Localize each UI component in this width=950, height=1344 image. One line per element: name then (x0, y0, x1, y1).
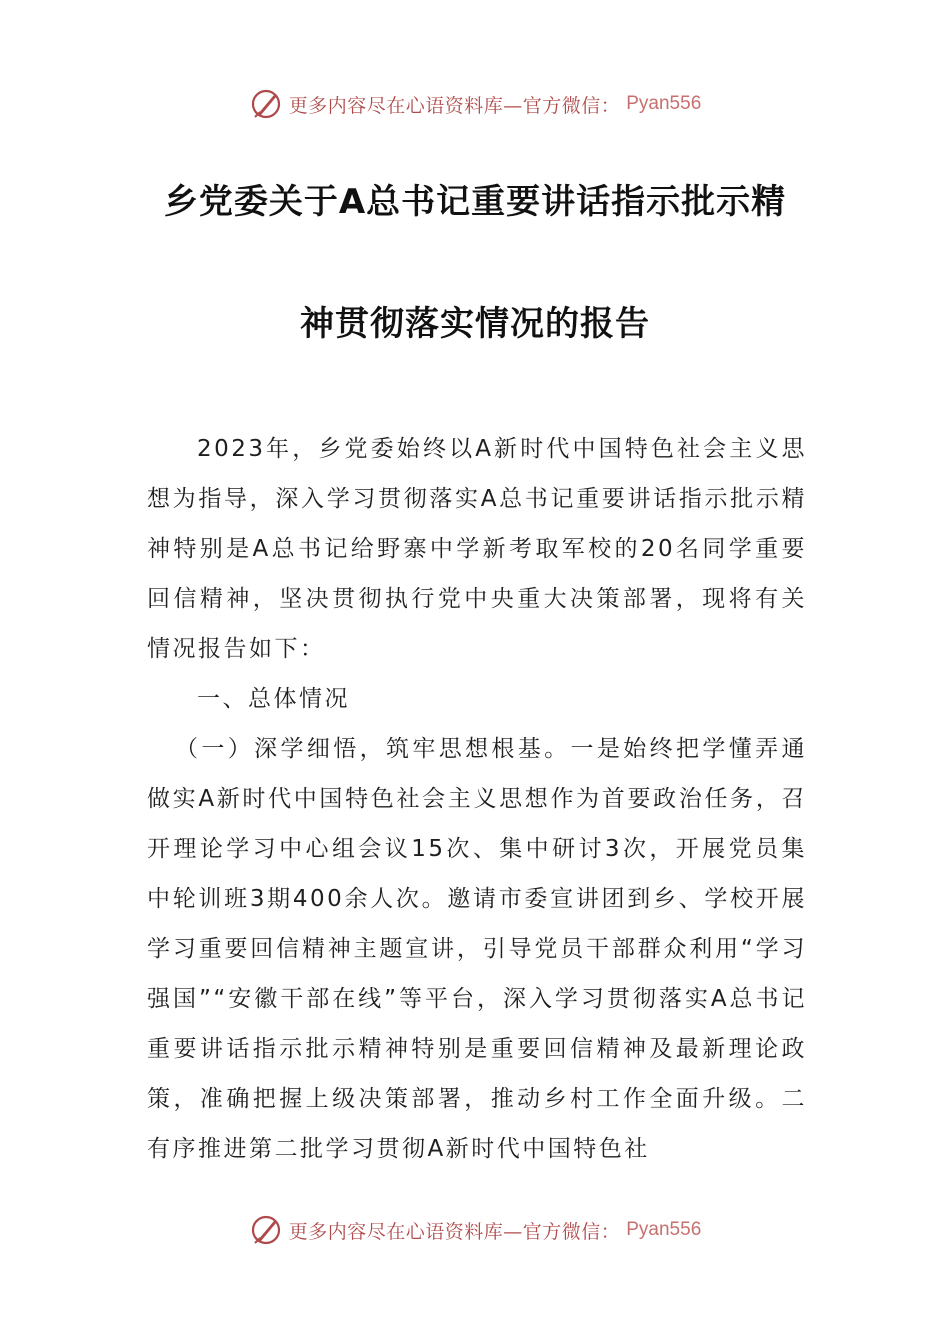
document-body (147, 424, 807, 1174)
watermark-wechat-id: Pyan556 (626, 93, 702, 114)
watermark-text: 更多内容尽在心语资料库—官方微信： (288, 94, 621, 117)
watermark-footer (0, 1208, 950, 1252)
watermark-header (0, 82, 950, 126)
section-heading-overall: 一、总体情况 (197, 686, 350, 712)
quill-logo-icon (249, 87, 283, 121)
document-title-line-2: 神贯彻落实情况的报告 (300, 304, 650, 344)
paragraph-subsection-1: （一）深学细悟，筑牢思想根基。一是始终把学懂弄通做实A新时代中国特色社会主义思想作为首要政治任务，召开理论学习中心组会议15次、集中研讨3次，开展党员集中轮训班3期400余人次。邀请市委宣讲团到乡、学校开展学习重要回信精神主题宣讲，引导党员干部群众利用“学习强国”“安徽干部在线”等平台，深入学习贯彻落实A总书记重要讲话指示批示精神特别是重要回信精神及最新理论政策，准确把握上级决策部署，推动乡村工作全面升级。二有序推进第二批学习贯彻A新时代中国特色社 (147, 736, 807, 1162)
watermark-text: 更多内容尽在心语资料库—官方微信： (288, 1220, 621, 1243)
quill-logo-icon (249, 1213, 283, 1247)
watermark-wechat-id: Pyan556 (626, 1219, 702, 1240)
paragraph-intro: 2023年，乡党委始终以A新时代中国特色社会主义思想为指导，深入学习贯彻落实A总书记重要讲话指示批示精神特别是A总书记给野寨中学新考取军校的20名同学重要回信精神，坚决贯彻执行党中央重大决策部署，现将有关情况报告如下： (147, 436, 807, 662)
document-title-line-1: 乡党委关于A总书记重要讲话指示批示精 (163, 182, 787, 222)
